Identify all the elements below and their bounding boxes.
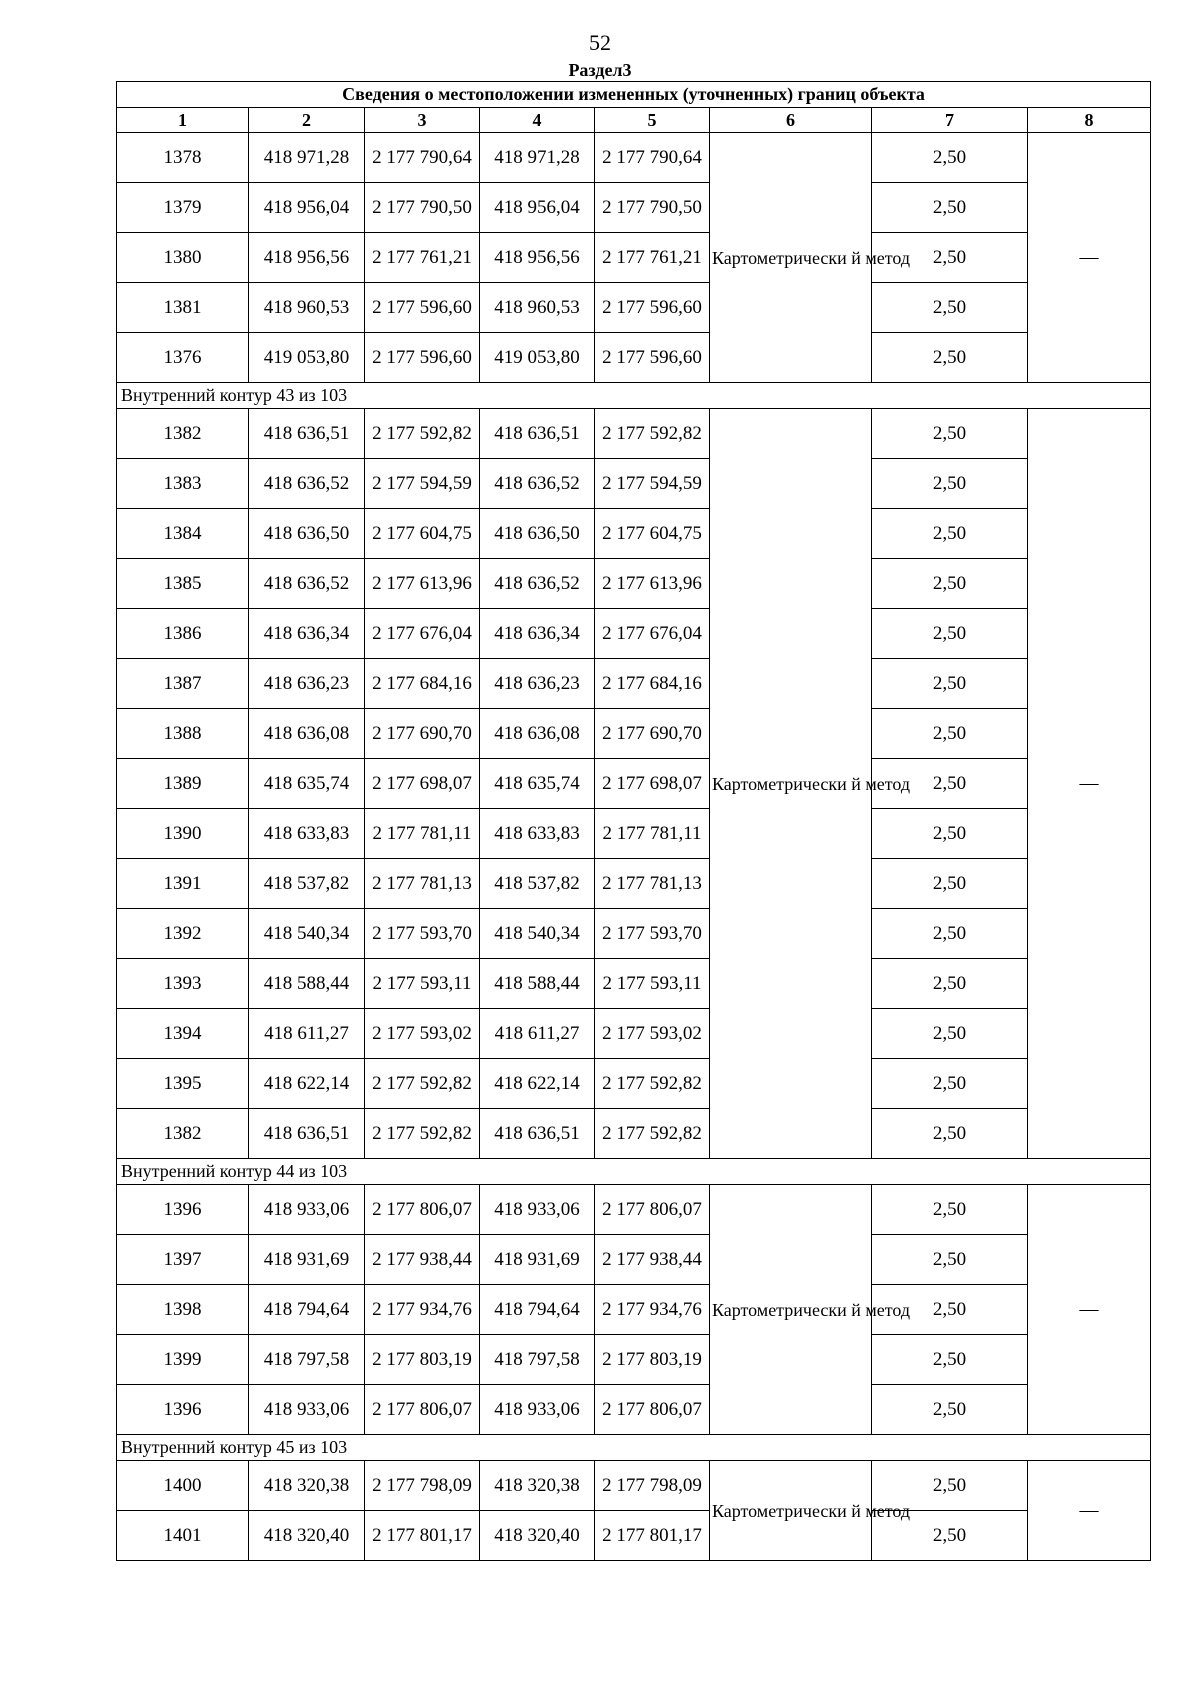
accuracy-value: 2,50 bbox=[872, 233, 1028, 283]
column-number: 3 bbox=[365, 108, 480, 133]
y-coordinate-new: 2 177 698,07 bbox=[595, 759, 710, 809]
table-row bbox=[117, 183, 1151, 233]
y-coordinate-new: 2 177 593,70 bbox=[595, 909, 710, 959]
y-coordinate: 2 177 803,19 bbox=[365, 1335, 480, 1385]
x-coordinate: 418 933,06 bbox=[249, 1185, 365, 1235]
accuracy-value: 2,50 bbox=[872, 609, 1028, 659]
accuracy-value: 2,50 bbox=[872, 283, 1028, 333]
description-cell: — bbox=[1028, 133, 1151, 383]
table-row bbox=[117, 333, 1151, 383]
point-number: 1386 bbox=[117, 609, 249, 659]
y-coordinate-new: 2 177 676,04 bbox=[595, 609, 710, 659]
y-coordinate-new: 2 177 801,17 bbox=[595, 1511, 710, 1561]
table-row bbox=[117, 233, 1151, 283]
table-row bbox=[117, 659, 1151, 709]
y-coordinate: 2 177 593,02 bbox=[365, 1009, 480, 1059]
x-coordinate-new: 418 320,40 bbox=[480, 1511, 595, 1561]
y-coordinate-new: 2 177 592,82 bbox=[595, 1109, 710, 1159]
accuracy-value: 2,50 bbox=[872, 759, 1028, 809]
table-row bbox=[117, 709, 1151, 759]
x-coordinate-new: 418 636,52 bbox=[480, 459, 595, 509]
y-coordinate: 2 177 938,44 bbox=[365, 1235, 480, 1285]
x-coordinate: 418 540,34 bbox=[249, 909, 365, 959]
accuracy-value: 2,50 bbox=[872, 459, 1028, 509]
table-row bbox=[117, 609, 1151, 659]
x-coordinate: 418 636,51 bbox=[249, 409, 365, 459]
table-row bbox=[117, 759, 1151, 809]
y-coordinate: 2 177 596,60 bbox=[365, 283, 480, 333]
accuracy-value: 2,50 bbox=[872, 559, 1028, 609]
x-coordinate: 418 588,44 bbox=[249, 959, 365, 1009]
y-coordinate-new: 2 177 781,13 bbox=[595, 859, 710, 909]
point-number: 1392 bbox=[117, 909, 249, 959]
x-coordinate-new: 418 794,64 bbox=[480, 1285, 595, 1335]
y-coordinate: 2 177 798,09 bbox=[365, 1461, 480, 1511]
accuracy-value: 2,50 bbox=[872, 1185, 1028, 1235]
point-number: 1384 bbox=[117, 509, 249, 559]
x-coordinate: 418 636,52 bbox=[249, 559, 365, 609]
y-coordinate: 2 177 676,04 bbox=[365, 609, 480, 659]
x-coordinate-new: 418 588,44 bbox=[480, 959, 595, 1009]
table-row bbox=[117, 409, 1151, 459]
column-number: 5 bbox=[595, 108, 710, 133]
x-coordinate: 418 636,23 bbox=[249, 659, 365, 709]
column-number: 2 bbox=[249, 108, 365, 133]
point-number: 1395 bbox=[117, 1059, 249, 1109]
point-number: 1401 bbox=[117, 1511, 249, 1561]
x-coordinate-new: 418 636,51 bbox=[480, 1109, 595, 1159]
table-row bbox=[117, 1235, 1151, 1285]
y-coordinate-new: 2 177 604,75 bbox=[595, 509, 710, 559]
table-row bbox=[117, 1385, 1151, 1435]
x-coordinate-new: 418 956,04 bbox=[480, 183, 595, 233]
contour-row bbox=[117, 1435, 1151, 1461]
y-coordinate: 2 177 790,64 bbox=[365, 133, 480, 183]
accuracy-value: 2,50 bbox=[872, 959, 1028, 1009]
x-coordinate: 418 797,58 bbox=[249, 1335, 365, 1385]
y-coordinate-new: 2 177 596,60 bbox=[595, 333, 710, 383]
y-coordinate-new: 2 177 798,09 bbox=[595, 1461, 710, 1511]
column-number: 7 bbox=[872, 108, 1028, 133]
accuracy-value: 2,50 bbox=[872, 659, 1028, 709]
y-coordinate: 2 177 592,82 bbox=[365, 1059, 480, 1109]
column-number: 6 bbox=[710, 108, 872, 133]
table-row bbox=[117, 909, 1151, 959]
y-coordinate: 2 177 781,13 bbox=[365, 859, 480, 909]
x-coordinate-new: 418 622,14 bbox=[480, 1059, 595, 1109]
point-number: 1397 bbox=[117, 1235, 249, 1285]
x-coordinate-new: 418 931,69 bbox=[480, 1235, 595, 1285]
x-coordinate: 418 956,04 bbox=[249, 183, 365, 233]
point-number: 1382 bbox=[117, 409, 249, 459]
y-coordinate-new: 2 177 934,76 bbox=[595, 1285, 710, 1335]
table-row bbox=[117, 1185, 1151, 1235]
accuracy-value: 2,50 bbox=[872, 1461, 1028, 1511]
accuracy-value: 2,50 bbox=[872, 333, 1028, 383]
point-number: 1376 bbox=[117, 333, 249, 383]
accuracy-value: 2,50 bbox=[872, 1511, 1028, 1561]
table-row bbox=[117, 459, 1151, 509]
accuracy-value: 2,50 bbox=[872, 183, 1028, 233]
column-number: 1 bbox=[117, 108, 249, 133]
column-number: 8 bbox=[1028, 108, 1151, 133]
x-coordinate-new: 418 797,58 bbox=[480, 1335, 595, 1385]
table-row bbox=[117, 1109, 1151, 1159]
y-coordinate: 2 177 593,11 bbox=[365, 959, 480, 1009]
accuracy-value: 2,50 bbox=[872, 809, 1028, 859]
x-coordinate-new: 418 960,53 bbox=[480, 283, 595, 333]
x-coordinate-new: 418 971,28 bbox=[480, 133, 595, 183]
contour-row bbox=[117, 383, 1151, 409]
x-coordinate: 418 320,38 bbox=[249, 1461, 365, 1511]
x-coordinate-new: 418 635,74 bbox=[480, 759, 595, 809]
x-coordinate: 418 971,28 bbox=[249, 133, 365, 183]
x-coordinate: 418 635,74 bbox=[249, 759, 365, 809]
y-coordinate-new: 2 177 806,07 bbox=[595, 1185, 710, 1235]
contour-label: Внутренний контур 43 из 103 bbox=[117, 383, 1151, 409]
description-cell: — bbox=[1028, 1461, 1151, 1561]
contour-label: Внутренний контур 45 из 103 bbox=[117, 1435, 1151, 1461]
accuracy-value: 2,50 bbox=[872, 709, 1028, 759]
y-coordinate-new: 2 177 761,21 bbox=[595, 233, 710, 283]
x-coordinate-new: 418 636,52 bbox=[480, 559, 595, 609]
x-coordinate-new: 419 053,80 bbox=[480, 333, 595, 383]
table-row bbox=[117, 959, 1151, 1009]
method-cell: Картометрически й метод bbox=[710, 409, 872, 1159]
x-coordinate: 418 960,53 bbox=[249, 283, 365, 333]
x-coordinate: 418 537,82 bbox=[249, 859, 365, 909]
x-coordinate: 418 636,50 bbox=[249, 509, 365, 559]
method-cell: Картометрически й метод bbox=[710, 1461, 872, 1561]
x-coordinate: 418 320,40 bbox=[249, 1511, 365, 1561]
x-coordinate-new: 418 611,27 bbox=[480, 1009, 595, 1059]
y-coordinate: 2 177 690,70 bbox=[365, 709, 480, 759]
y-coordinate: 2 177 684,16 bbox=[365, 659, 480, 709]
y-coordinate: 2 177 806,07 bbox=[365, 1185, 480, 1235]
x-coordinate: 418 636,52 bbox=[249, 459, 365, 509]
x-coordinate: 418 636,34 bbox=[249, 609, 365, 659]
accuracy-value: 2,50 bbox=[872, 1235, 1028, 1285]
point-number: 1382 bbox=[117, 1109, 249, 1159]
accuracy-value: 2,50 bbox=[872, 1335, 1028, 1385]
table-row bbox=[117, 859, 1151, 909]
accuracy-value: 2,50 bbox=[872, 509, 1028, 559]
y-coordinate: 2 177 592,82 bbox=[365, 409, 480, 459]
y-coordinate: 2 177 604,75 bbox=[365, 509, 480, 559]
section-title: Раздел3 bbox=[568, 60, 632, 80]
y-coordinate: 2 177 790,50 bbox=[365, 183, 480, 233]
y-coordinate: 2 177 781,11 bbox=[365, 809, 480, 859]
x-coordinate-new: 418 933,06 bbox=[480, 1185, 595, 1235]
x-coordinate-new: 418 956,56 bbox=[480, 233, 595, 283]
point-number: 1394 bbox=[117, 1009, 249, 1059]
accuracy-value: 2,50 bbox=[872, 1059, 1028, 1109]
point-number: 1385 bbox=[117, 559, 249, 609]
point-number: 1379 bbox=[117, 183, 249, 233]
page-number: 52 bbox=[589, 30, 611, 55]
point-number: 1380 bbox=[117, 233, 249, 283]
table-row bbox=[117, 1335, 1151, 1385]
x-coordinate: 418 622,14 bbox=[249, 1059, 365, 1109]
x-coordinate: 418 611,27 bbox=[249, 1009, 365, 1059]
x-coordinate: 418 933,06 bbox=[249, 1385, 365, 1435]
point-number: 1389 bbox=[117, 759, 249, 809]
x-coordinate-new: 418 636,34 bbox=[480, 609, 595, 659]
accuracy-value: 2,50 bbox=[872, 859, 1028, 909]
table-row bbox=[117, 1009, 1151, 1059]
accuracy-value: 2,50 bbox=[872, 1109, 1028, 1159]
y-coordinate-new: 2 177 592,82 bbox=[595, 1059, 710, 1109]
x-coordinate-new: 418 636,08 bbox=[480, 709, 595, 759]
y-coordinate-new: 2 177 790,64 bbox=[595, 133, 710, 183]
x-coordinate: 418 636,08 bbox=[249, 709, 365, 759]
table-row bbox=[117, 559, 1151, 609]
point-number: 1396 bbox=[117, 1385, 249, 1435]
point-number: 1399 bbox=[117, 1335, 249, 1385]
x-coordinate-new: 418 540,34 bbox=[480, 909, 595, 959]
y-coordinate: 2 177 592,82 bbox=[365, 1109, 480, 1159]
description-cell: — bbox=[1028, 1185, 1151, 1435]
point-number: 1388 bbox=[117, 709, 249, 759]
point-number: 1390 bbox=[117, 809, 249, 859]
y-coordinate: 2 177 594,59 bbox=[365, 459, 480, 509]
x-coordinate: 419 053,80 bbox=[249, 333, 365, 383]
description-cell: — bbox=[1028, 409, 1151, 1159]
accuracy-value: 2,50 bbox=[872, 1385, 1028, 1435]
y-coordinate-new: 2 177 592,82 bbox=[595, 409, 710, 459]
point-number: 1383 bbox=[117, 459, 249, 509]
accuracy-value: 2,50 bbox=[872, 133, 1028, 183]
table-title: Сведения о местоположении измененных (уточненных) границ объекта bbox=[117, 82, 1151, 108]
x-coordinate: 418 636,51 bbox=[249, 1109, 365, 1159]
x-coordinate-new: 418 633,83 bbox=[480, 809, 595, 859]
y-coordinate: 2 177 806,07 bbox=[365, 1385, 480, 1435]
point-number: 1396 bbox=[117, 1185, 249, 1235]
table-row bbox=[117, 1511, 1151, 1561]
y-coordinate-new: 2 177 690,70 bbox=[595, 709, 710, 759]
x-coordinate: 418 931,69 bbox=[249, 1235, 365, 1285]
y-coordinate-new: 2 177 781,11 bbox=[595, 809, 710, 859]
y-coordinate-new: 2 177 938,44 bbox=[595, 1235, 710, 1285]
x-coordinate: 418 956,56 bbox=[249, 233, 365, 283]
column-number: 4 bbox=[480, 108, 595, 133]
y-coordinate: 2 177 613,96 bbox=[365, 559, 480, 609]
accuracy-value: 2,50 bbox=[872, 1009, 1028, 1059]
point-number: 1381 bbox=[117, 283, 249, 333]
y-coordinate-new: 2 177 684,16 bbox=[595, 659, 710, 709]
point-number: 1391 bbox=[117, 859, 249, 909]
accuracy-value: 2,50 bbox=[872, 909, 1028, 959]
boundary-table bbox=[116, 81, 1151, 1561]
accuracy-value: 2,50 bbox=[872, 1285, 1028, 1335]
point-number: 1378 bbox=[117, 133, 249, 183]
x-coordinate-new: 418 636,50 bbox=[480, 509, 595, 559]
y-coordinate-new: 2 177 593,11 bbox=[595, 959, 710, 1009]
x-coordinate-new: 418 933,06 bbox=[480, 1385, 595, 1435]
y-coordinate: 2 177 596,60 bbox=[365, 333, 480, 383]
contour-row bbox=[117, 1159, 1151, 1185]
y-coordinate-new: 2 177 594,59 bbox=[595, 459, 710, 509]
table-row bbox=[117, 809, 1151, 859]
y-coordinate: 2 177 934,76 bbox=[365, 1285, 480, 1335]
table-row bbox=[117, 1285, 1151, 1335]
x-coordinate-new: 418 537,82 bbox=[480, 859, 595, 909]
point-number: 1398 bbox=[117, 1285, 249, 1335]
table-row bbox=[117, 133, 1151, 183]
y-coordinate-new: 2 177 803,19 bbox=[595, 1335, 710, 1385]
contour-label: Внутренний контур 44 из 103 bbox=[117, 1159, 1151, 1185]
accuracy-value: 2,50 bbox=[872, 409, 1028, 459]
y-coordinate-new: 2 177 593,02 bbox=[595, 1009, 710, 1059]
method-cell: Картометрически й метод bbox=[710, 133, 872, 383]
point-number: 1400 bbox=[117, 1461, 249, 1511]
point-number: 1393 bbox=[117, 959, 249, 1009]
y-coordinate: 2 177 593,70 bbox=[365, 909, 480, 959]
y-coordinate: 2 177 761,21 bbox=[365, 233, 480, 283]
x-coordinate: 418 633,83 bbox=[249, 809, 365, 859]
point-number: 1387 bbox=[117, 659, 249, 709]
y-coordinate-new: 2 177 596,60 bbox=[595, 283, 710, 333]
table-row bbox=[117, 1059, 1151, 1109]
y-coordinate: 2 177 801,17 bbox=[365, 1511, 480, 1561]
table-row bbox=[117, 1461, 1151, 1511]
y-coordinate-new: 2 177 806,07 bbox=[595, 1385, 710, 1435]
table-row bbox=[117, 283, 1151, 333]
x-coordinate-new: 418 320,38 bbox=[480, 1461, 595, 1511]
x-coordinate-new: 418 636,51 bbox=[480, 409, 595, 459]
table-body bbox=[117, 133, 1151, 1561]
y-coordinate-new: 2 177 613,96 bbox=[595, 559, 710, 609]
x-coordinate: 418 794,64 bbox=[249, 1285, 365, 1335]
y-coordinate-new: 2 177 790,50 bbox=[595, 183, 710, 233]
method-cell: Картометрически й метод bbox=[710, 1185, 872, 1435]
x-coordinate-new: 418 636,23 bbox=[480, 659, 595, 709]
table-row bbox=[117, 509, 1151, 559]
y-coordinate: 2 177 698,07 bbox=[365, 759, 480, 809]
